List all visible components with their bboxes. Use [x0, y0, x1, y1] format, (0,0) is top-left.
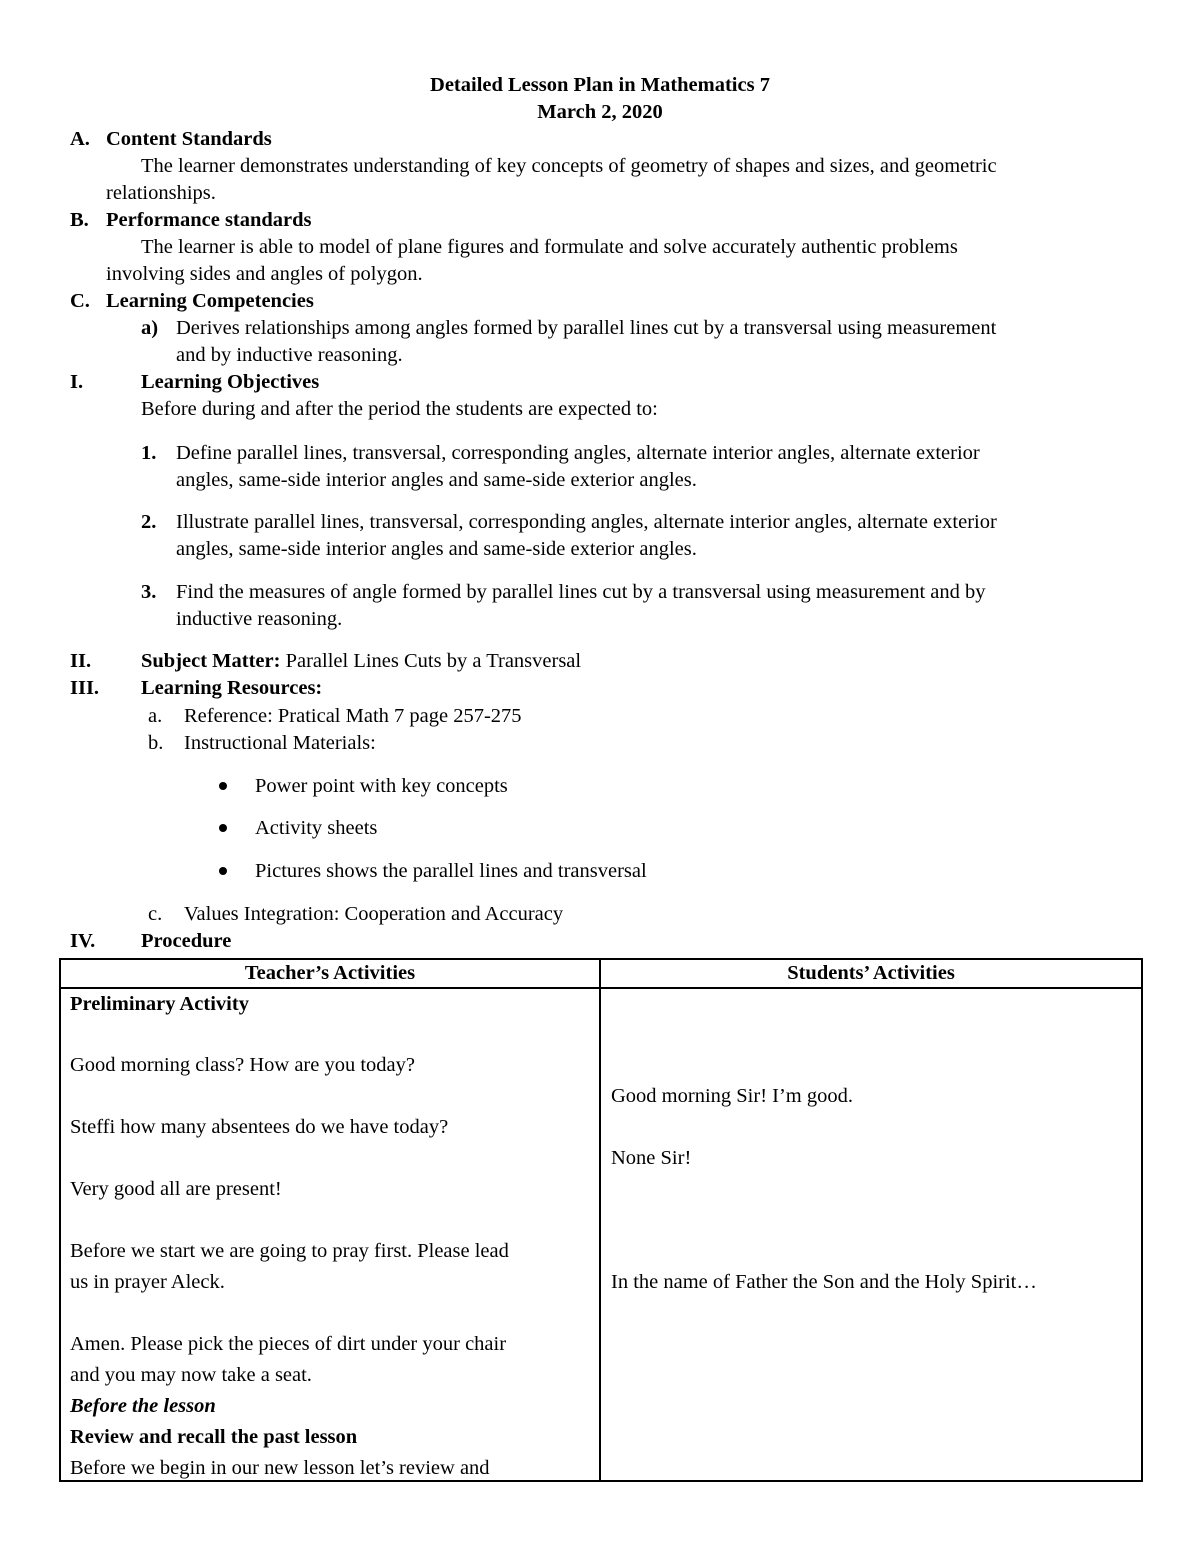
teacher-line: us in prayer Aleck.	[70, 1271, 225, 1293]
bullet-dot-icon	[219, 824, 227, 832]
objective-number: 2.	[141, 511, 157, 533]
students-activities-header: Students’ Activities	[600, 959, 1142, 988]
teacher-line: and you may now take a seat.	[70, 1364, 312, 1386]
competency-line2: and by inductive reasoning.	[176, 344, 403, 366]
objective-line1: Illustrate parallel lines, transversal, corresponding angles, alternate interior angles, alternate exterior	[176, 511, 997, 533]
resources-heading: Learning Resources:	[141, 677, 323, 699]
before-lesson-heading: Before the lesson	[70, 1395, 216, 1417]
objective-line2: angles, same-side interior angles and same-side exterior angles.	[176, 469, 697, 491]
section-c-marker: C.	[70, 290, 90, 312]
objective-line1: Find the measures of angle formed by parallel lines cut by a transversal using measurement and by	[176, 581, 986, 603]
bullet-dot-icon	[219, 867, 227, 875]
competency-line1: Derives relationships among angles formed by parallel lines cut by a transversal using measurement	[176, 317, 997, 339]
procedure-heading: Procedure	[141, 930, 232, 952]
students-activities-cell	[600, 988, 1142, 1481]
objective-line2: inductive reasoning.	[176, 608, 343, 630]
teacher-line: Before we start we are going to pray first. Please lead	[70, 1240, 509, 1262]
material-item: Activity sheets	[255, 817, 378, 839]
objective-line1: Define parallel lines, transversal, corresponding angles, alternate interior angles, alternate exterior	[176, 442, 980, 464]
section-a-heading: Content Standards	[106, 128, 272, 150]
section-a-marker: A.	[70, 128, 90, 150]
teacher-line: Amen. Please pick the pieces of dirt under your chair	[70, 1333, 507, 1355]
procedure-marker: IV.	[70, 930, 96, 952]
teacher-activities-cell	[60, 988, 600, 1481]
objective-number: 3.	[141, 581, 157, 603]
section-c-heading: Learning Competencies	[106, 290, 314, 312]
subject-line	[141, 648, 581, 675]
bullet-dot-icon	[219, 782, 227, 790]
objectives-heading: Learning Objectives	[141, 371, 320, 393]
resources-marker: III.	[70, 677, 100, 699]
student-line: Good morning Sir! I’m good.	[611, 1085, 853, 1107]
resource-c-marker: c.	[148, 903, 163, 925]
teacher-activities-header: Teacher’s Activities	[60, 959, 600, 988]
objective-line2: angles, same-side interior angles and same-side exterior angles.	[176, 538, 697, 560]
teacher-line: Good morning class? How are you today?	[70, 1054, 415, 1076]
section-b-marker: B.	[70, 209, 89, 231]
resource-c-text: Values Integration: Cooperation and Accuracy	[184, 903, 564, 925]
teacher-line: Steffi how many absentees do we have today?	[70, 1116, 449, 1138]
section-b-body-line1: The learner is able to model of plane figures and formulate and solve accurately authentic problems	[141, 236, 958, 258]
table-row	[60, 988, 1142, 1481]
resource-b-marker: b.	[148, 732, 164, 754]
subject-text: Parallel Lines Cuts by a Transversal	[285, 650, 582, 672]
student-line: None Sir!	[611, 1147, 692, 1169]
resource-b-text: Instructional Materials:	[184, 732, 376, 754]
subject-heading: Subject Matter:	[141, 650, 281, 672]
objectives-marker: I.	[70, 371, 84, 393]
procedure-table	[59, 958, 1143, 1482]
material-item: Pictures shows the parallel lines and transversal	[255, 860, 647, 882]
resource-a-marker: a.	[148, 705, 163, 727]
objectives-intro: Before during and after the period the students are expected to:	[141, 398, 658, 420]
document-date: March 2, 2020	[537, 101, 663, 123]
document-title: Detailed Lesson Plan in Mathematics 7	[430, 74, 770, 96]
resource-a-text: Reference: Pratical Math 7 page 257-275	[184, 705, 522, 727]
review-heading: Review and recall the past lesson	[70, 1426, 358, 1448]
competency-marker: a)	[141, 317, 159, 339]
teacher-line: Very good all are present!	[70, 1178, 282, 1200]
teacher-line: Before we begin in our new lesson let’s review and	[70, 1457, 490, 1479]
table-header-row	[60, 959, 1142, 988]
objective-number: 1.	[141, 442, 157, 464]
section-a-body-line2: relationships.	[106, 182, 216, 204]
subject-marker: II.	[70, 650, 92, 672]
material-item: Power point with key concepts	[255, 775, 508, 797]
section-b-body-line2: involving sides and angles of polygon.	[106, 263, 423, 285]
section-a-body-line1: The learner demonstrates understanding of key concepts of geometry of shapes and sizes, and geometric	[141, 155, 997, 177]
preliminary-activity-heading: Preliminary Activity	[70, 993, 249, 1015]
student-line: In the name of Father the Son and the Holy Spirit…	[611, 1271, 1037, 1293]
section-b-heading: Performance standards	[106, 209, 312, 231]
